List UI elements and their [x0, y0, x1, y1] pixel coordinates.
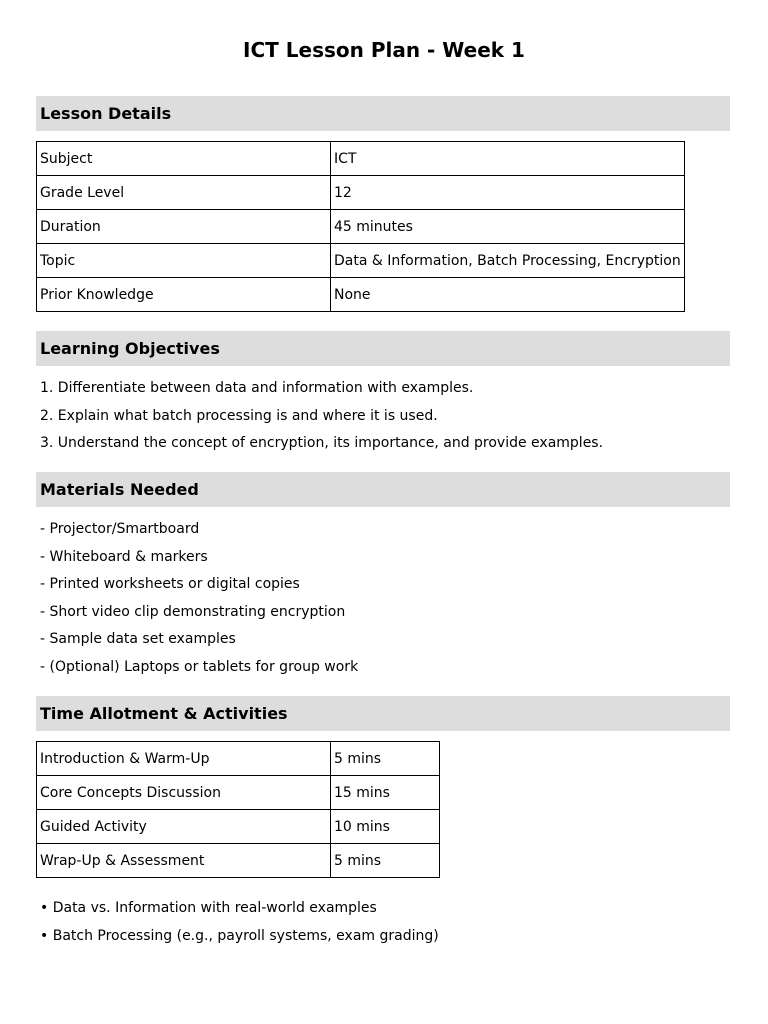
- materials-list: [40, 519, 358, 684]
- list-item: - Short video clip demonstrating encryption: [40, 603, 346, 620]
- list-item: - Whiteboard & markers: [40, 548, 208, 565]
- table-cell-activity: Core Concepts Discussion: [37, 776, 331, 810]
- section-header-materials-needed: Materials Needed: [36, 472, 730, 507]
- table-cell-value: Data & Information, Batch Processing, Encryption: [331, 244, 685, 278]
- table-cell-time: 15 mins: [331, 776, 440, 810]
- table-cell-value: 12: [331, 176, 685, 210]
- table-row: [37, 844, 440, 878]
- table-cell-value: None: [331, 278, 685, 312]
- table-cell-value: ICT: [331, 142, 685, 176]
- page-title: ICT Lesson Plan - Week 1: [243, 38, 525, 62]
- objectives-list: [40, 378, 603, 461]
- section-header-lesson-details: Lesson Details: [36, 96, 730, 131]
- list-item: - Sample data set examples: [40, 631, 236, 647]
- table-cell-activity: Wrap-Up & Assessment: [37, 844, 331, 878]
- table-row: [37, 244, 685, 278]
- table-cell-label: Subject: [37, 142, 331, 176]
- table-row: [37, 776, 440, 810]
- table-row: [37, 278, 685, 312]
- table-row: [37, 176, 685, 210]
- table-row: [37, 210, 685, 244]
- table-cell-time: 5 mins: [331, 742, 440, 776]
- section-header-time-allotment: Time Allotment & Activities: [36, 696, 730, 731]
- list-item: • Data vs. Information with real-world examples: [40, 900, 377, 916]
- table-cell-activity: Guided Activity: [37, 810, 331, 844]
- table-cell-label: Topic: [37, 244, 331, 278]
- table-cell-time: 5 mins: [331, 844, 440, 878]
- list-item: - Projector/Smartboard: [40, 521, 200, 537]
- list-item: 1. Differentiate between data and information with examples.: [40, 380, 474, 396]
- activities-table: [36, 741, 440, 878]
- list-item: - Printed worksheets or digital copies: [40, 576, 300, 592]
- table-cell-activity: Introduction & Warm-Up: [37, 742, 331, 776]
- list-item: 3. Understand the concept of encryption, its importance, and provide examples.: [40, 435, 604, 451]
- list-item: - (Optional) Laptops or tablets for group work: [40, 658, 359, 675]
- table-cell-value: 45 minutes: [331, 210, 685, 244]
- section-header-learning-objectives: Learning Objectives: [36, 331, 730, 366]
- table-row: [37, 810, 440, 844]
- table-cell-label: Prior Knowledge: [37, 278, 331, 312]
- table-cell-label: Duration: [37, 210, 331, 244]
- lesson-details-table: [36, 141, 685, 312]
- table-row: [37, 142, 685, 176]
- table-cell-label: Grade Level: [37, 176, 331, 210]
- bullet-list: [40, 898, 439, 953]
- table-cell-time: 10 mins: [331, 810, 440, 844]
- list-item: 2. Explain what batch processing is and where it is used.: [40, 407, 438, 424]
- list-item: • Batch Processing (e.g., payroll systems, exam grading): [40, 927, 439, 944]
- table-row: [37, 742, 440, 776]
